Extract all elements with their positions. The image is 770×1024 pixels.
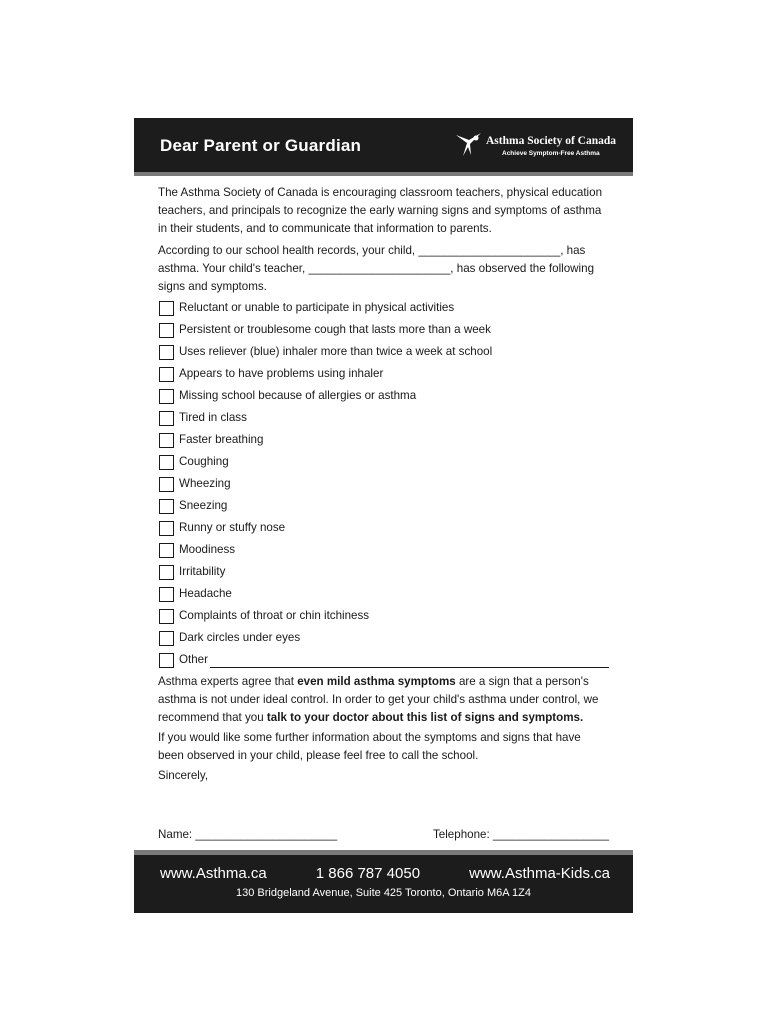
records-paragraph: According to our school health records, your child, ______________________, has asthma. Your child's teacher, ______________________, has observed the following signs and symptoms. xyxy=(158,244,595,293)
checkbox[interactable] xyxy=(159,367,174,382)
checklist-label: Coughing xyxy=(179,455,229,468)
checklist-label: Headache xyxy=(179,587,232,600)
other-label: Other xyxy=(179,653,208,666)
checkbox[interactable] xyxy=(159,587,174,602)
asthma-society-logo xyxy=(454,129,624,161)
letter-header xyxy=(134,118,633,176)
checkbox[interactable] xyxy=(159,323,174,338)
phone-number: 1 866 787 4050 xyxy=(315,865,421,882)
signature-row xyxy=(158,828,609,841)
checkbox[interactable] xyxy=(159,301,174,316)
checklist-item xyxy=(158,473,609,495)
experts-text-1: Asthma experts agree that xyxy=(158,675,298,688)
checkbox[interactable] xyxy=(159,521,174,536)
name-field[interactable]: Name: ______________________ xyxy=(158,828,338,841)
other-input-line[interactable] xyxy=(210,653,609,668)
checklist-item xyxy=(158,407,609,429)
checklist-item xyxy=(158,539,609,561)
closing-text: Sincerely, xyxy=(158,769,209,782)
checklist-label: Runny or stuffy nose xyxy=(179,521,286,534)
bird-logo-icon xyxy=(454,129,484,159)
checklist-label: Dark circles under eyes xyxy=(179,631,301,644)
checkbox[interactable] xyxy=(159,477,174,492)
checklist-item xyxy=(158,451,609,473)
checkbox[interactable] xyxy=(159,565,174,580)
checklist-item xyxy=(158,429,609,451)
checklist-item xyxy=(158,495,609,517)
checklist-label: Moodiness xyxy=(179,543,236,556)
logo-org-name: Asthma Society of Canada xyxy=(486,135,617,147)
checklist-label: Complaints of throat or chin itchiness xyxy=(179,609,370,622)
symptom-checklist xyxy=(158,297,609,671)
further-info-paragraph: If you would like some further information about the symptoms and signs that have been observed in your child, please feel free to call the school. xyxy=(158,731,581,762)
checklist-label: Wheezing xyxy=(179,477,231,490)
letter-footer xyxy=(134,850,633,913)
checkbox[interactable] xyxy=(159,345,174,360)
checklist-item xyxy=(158,561,609,583)
checklist-label: Sneezing xyxy=(179,499,228,512)
checklist-label: Persistent or troublesome cough that lasts more than a week xyxy=(179,323,491,336)
intro-paragraph: The Asthma Society of Canada is encouraging classroom teachers, physical education teachers, and principals to recognize the early warning signs and symptoms of asthma in their students, and to communicate that information to parents. xyxy=(158,186,603,235)
checklist-label: Irritability xyxy=(179,565,226,578)
checklist-item xyxy=(158,297,609,319)
checkbox[interactable] xyxy=(159,389,174,404)
checklist-item xyxy=(158,605,609,627)
footer-address: 130 Bridgeland Avenue, Suite 425 Toronto, Ontario M6A 1Z4 xyxy=(236,887,531,899)
checklist-label: Reluctant or unable to participate in physical activities xyxy=(179,301,455,314)
checklist-label: Uses reliever (blue) inhaler more than twice a week at school xyxy=(179,345,493,358)
checkbox[interactable] xyxy=(159,455,174,470)
checkbox[interactable] xyxy=(159,631,174,646)
experts-bold-1: even mild asthma symptoms xyxy=(297,675,456,688)
letter-sheet xyxy=(134,118,633,899)
checklist-label: Appears to have problems using inhaler xyxy=(179,367,384,380)
website-link[interactable]: www.Asthma.ca xyxy=(160,865,267,882)
checkbox[interactable] xyxy=(159,499,174,514)
letter-body xyxy=(134,176,633,785)
checkbox[interactable] xyxy=(159,543,174,558)
checklist-item-other xyxy=(158,649,609,671)
letter-title: Dear Parent or Guardian xyxy=(160,136,362,155)
experts-bold-2: talk to your doctor about this list of signs and symptoms. xyxy=(266,711,584,724)
checklist-item xyxy=(158,319,609,341)
checklist-label: Faster breathing xyxy=(179,433,264,446)
checklist-item xyxy=(158,627,609,649)
checkbox[interactable] xyxy=(159,653,174,668)
checklist-item xyxy=(158,363,609,385)
experts-paragraph xyxy=(158,671,609,727)
kids-website-link[interactable]: www.Asthma-Kids.ca xyxy=(469,865,610,882)
checklist-item xyxy=(158,583,609,605)
checklist-label: Missing school because of allergies or asthma xyxy=(179,389,417,402)
checklist-item xyxy=(158,341,609,363)
logo-tagline: Achieve Symptom-Free Asthma xyxy=(502,150,600,157)
checkbox[interactable] xyxy=(159,433,174,448)
experts-text-2: are a sign that a person's asthma is not under ideal control. In order to get your child's asthma under control, we recommend that you xyxy=(158,675,599,724)
checklist-item xyxy=(158,385,609,407)
checkbox[interactable] xyxy=(159,609,174,624)
footer-contacts xyxy=(160,865,610,882)
checkbox[interactable] xyxy=(159,411,174,426)
checklist-item xyxy=(158,517,609,539)
telephone-field[interactable]: Telephone: __________________ xyxy=(432,828,609,841)
checklist-label: Tired in class xyxy=(179,411,247,424)
